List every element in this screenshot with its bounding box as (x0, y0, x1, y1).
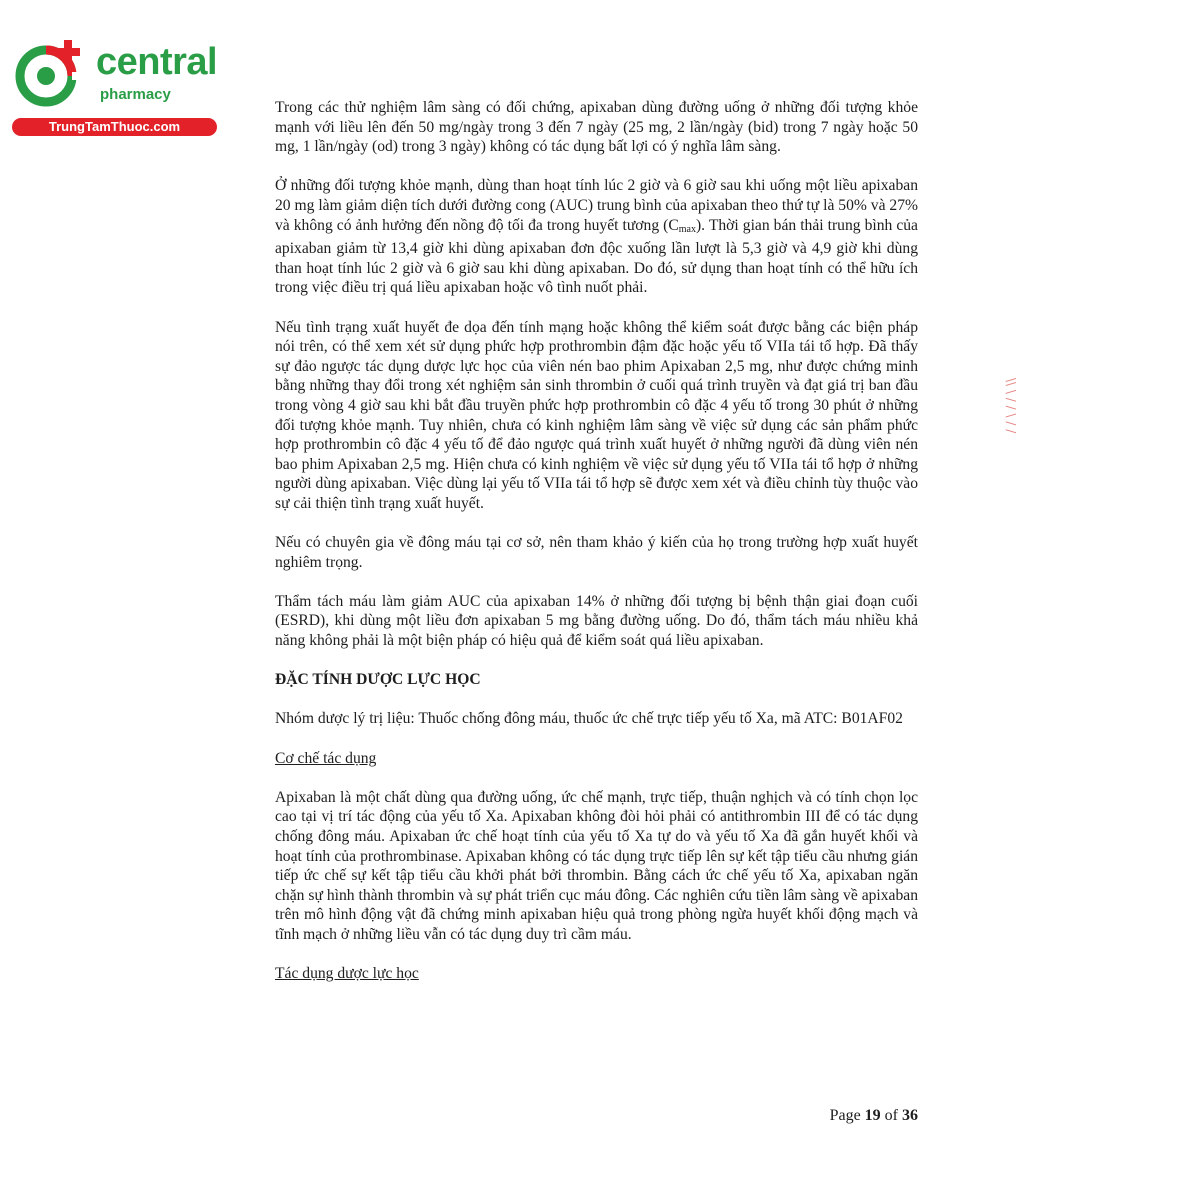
paragraph-pharmacotherapeutic-group: Nhóm dược lý trị liệu: Thuốc chống đông máu, thuốc ức chế trực tiếp yếu tố Xa, mã ATC: B01AF02 (275, 710, 903, 728)
page-number-footer (830, 1106, 918, 1126)
paragraph-activated-charcoal-part2: ). Thời gian bán thải trung bình của apixaban giảm từ 13,4 giờ khi dùng apixaban đơn độc xuống lần lượt là 5,3 giờ và 4,9 giờ khi dùng than hoạt tính lúc 2 giờ và 6 giờ sau khi dùng apixaban. Do đó, sử dụng than hoạt tính có thể hữu ích trong việc điều trị quá liều apixaban hoặc vô tình nuốt phải. (275, 216, 918, 297)
page-number: 19 (864, 1107, 881, 1124)
handwritten-margin-marks: \\ \ / / \ / / (1004, 378, 1018, 434)
paragraph-hemodialysis: Thẩm tách máu làm giảm AUC của apixaban 14% ở những đối tượng bị bệnh thận giai đoạn cuối (ESRD), khi dùng một liều đơn apixaban 5 mg bằng đường uống. Do đó, thẩm tách máu nhiều khả năng không phải là một biện pháp có hiệu quả để kiểm soát quá liều apixaban. (275, 592, 918, 650)
subheading-pharmacodynamic-effects: Tác dụng dược lực học (275, 965, 419, 983)
paragraph-activated-charcoal (275, 176, 918, 298)
paragraph-coagulation-expert: Nếu có chuyên gia về đông máu tại cơ sở, nên tham khảo ý kiến của họ trong trường hợp xuất huyết nghiêm trọng. (275, 534, 918, 571)
document-body (275, 98, 918, 1003)
central-pharmacy-logo (12, 38, 217, 138)
page-label: Page (829, 1107, 861, 1124)
of-label: of (884, 1107, 898, 1124)
pharmacy-cross-logo-icon (12, 38, 90, 108)
logo-brand-subtitle: pharmacy (100, 86, 171, 103)
total-pages: 36 (902, 1107, 918, 1124)
paragraph-activated-charcoal-part1: Ở những đối tượng khỏe mạnh, dùng than hoạt tính lúc 2 giờ và 6 giờ sau khi uống một liều apixaban 20 mg làm giảm diện tích dưới đường cong (AUC) trung bình của apixaban theo thứ tự là 50% và 27% và không có ảnh hưởng đến nồng độ tối đa trong huyết tương (C (275, 177, 918, 234)
logo-brand-name: central (96, 41, 218, 83)
paragraph-mechanism-of-action: Apixaban là một chất dùng qua đường uống, ức chế mạnh, trực tiếp, thuận nghịch và có tính chọn lọc cao tại vị trí tác động của yếu tố Xa. Apixaban không đòi hỏi phải có antithrombin III để có tác dụng chống đông máu. Apixaban ức chế hoạt tính của yếu tố Xa tự do và yếu tố Xa đã gắn huyết khối và hoạt tính của prothrombinase. Apixaban không có tác dụng trực tiếp lên sự kết tập tiểu cầu nhưng gián tiếp ức chế sự kết tập tiểu cầu khởi phát bởi thrombin. Bằng cách ức chế yếu tố Xa, apixaban ngăn chặn sự hình thành thrombin và sự phát triển cục máu đông. Các nghiên cứu tiền lâm sàng về apixaban trên mô hình động vật đã chứng minh apixaban hiệu quả trong phòng ngừa huyết khối động mạch và tĩnh mạch ở những liều vẫn có tác dụng duy trì cầm máu. (275, 788, 918, 943)
section-heading-pharmacodynamics: ĐẶC TÍNH DƯỢC LỰC HỌC (275, 671, 481, 689)
cmax-subscript: max (678, 223, 696, 235)
paragraph-clinical-trials: Trong các thử nghiệm lâm sàng có đối chứng, apixaban dùng đường uống ở những đối tượng khỏe mạnh với liều lên đến 50 mg/ngày trong 3 đến 7 ngày (25 mg, 2 lần/ngày (bid) trong 7 ngày hoặc 50 mg, 1 lần/ngày (od) trong 3 ngày) không có tác dụng bất lợi có ý nghĩa lâm sàng. (275, 99, 918, 156)
logo-website-url: TrungTamThuoc.com (12, 118, 217, 136)
subheading-mechanism-of-action: Cơ chế tác dụng (275, 749, 377, 767)
paragraph-life-threatening-bleeding: Nếu tình trạng xuất huyết đe dọa đến tính mạng hoặc không thể kiểm soát được bằng các biện pháp nói trên, có thể xem xét sử dụng phức hợp prothrombin đậm đặc hoặc yếu tố VIIa tái tổ hợp. Đã thấy sự đảo ngược tác dụng dược lực học của viên nén bao phim Apixaban 2,5 mg, như được chứng minh bằng những thay đổi trong xét nghiệm sản sinh thrombin ở cuối quá trình truyền và đạt giá trị ban đầu trong vòng 4 giờ sau khi bắt đầu truyền phức hợp prothrombin cô đặc 4 yếu tố trong 30 phút ở những đối tượng khỏe mạnh. Tuy nhiên, chưa có kinh nghiệm lâm sàng về việc sử dụng các sản phẩm phức hợp prothrombin cô đặc 4 yếu tố để đảo ngược quá trình xuất huyết ở những người đã dùng viên nén bao phim Apixaban 2,5 mg. Hiện chưa có kinh nghiệm về việc sử dụng yếu tố VIIa tái tổ hợp ở những người dùng apixaban. Việc dùng lại yếu tố VIIa tái tổ hợp sẽ được xem xét và điều chỉnh tùy thuộc vào sự cải thiện tình trạng xuất huyết. (275, 318, 918, 512)
